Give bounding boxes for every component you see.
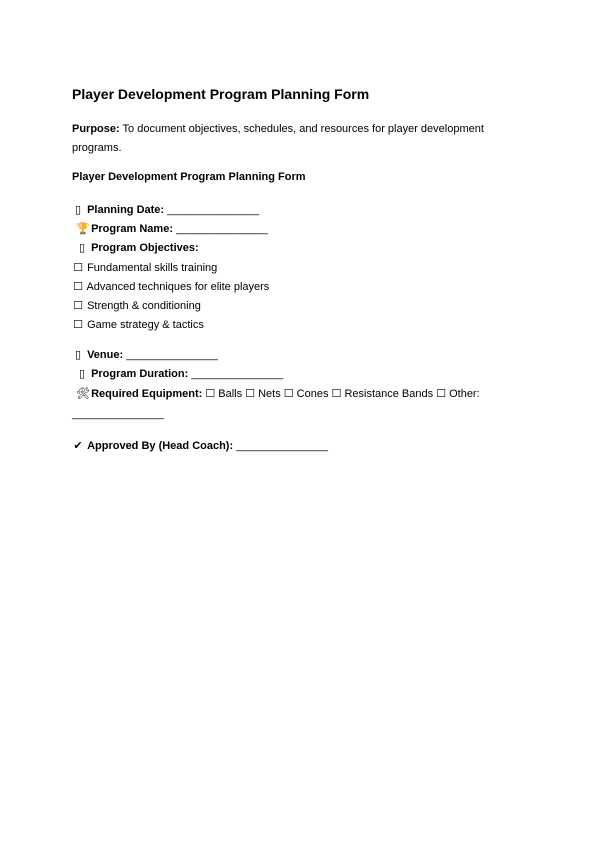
form-subtitle: Player Development Program Planning Form — [72, 171, 306, 183]
program-objectives-label: Program Objectives: — [91, 242, 199, 254]
approved-by-blank[interactable]: _______________ — [233, 440, 328, 452]
program-duration-field — [72, 367, 283, 381]
checkbox-icon[interactable]: ☐ — [73, 262, 83, 274]
purpose-label: Purpose: — [72, 123, 120, 135]
trophy-icon: 🏆 — [76, 223, 90, 235]
clock-icon: ▯ — [78, 368, 86, 380]
venue-field — [72, 348, 218, 362]
target-icon: ▯ — [78, 242, 86, 254]
planning-date-blank[interactable]: _______________ — [164, 204, 259, 216]
objective-item[interactable] — [72, 299, 201, 313]
objective-label: Fundamental skills training — [87, 262, 218, 274]
calendar-icon: ▯ — [74, 204, 82, 216]
purpose-text: To document objectives, schedules, and resources for player development programs. — [72, 123, 484, 154]
checkmark-icon: ✔ — [73, 440, 83, 452]
checkbox-icon[interactable]: ☐ — [73, 281, 83, 293]
venue-label: Venue: — [87, 349, 124, 361]
venue-blank[interactable]: _______________ — [123, 349, 218, 361]
equipment-other-blank[interactable]: _______________ — [72, 408, 164, 420]
checkbox-icon[interactable]: ☐ — [73, 319, 83, 331]
objective-item[interactable] — [72, 280, 269, 294]
program-name-field — [72, 222, 268, 236]
planning-date-label: Planning Date: — [87, 204, 165, 216]
checkbox-icon[interactable]: ☐ — [73, 300, 83, 312]
program-name-blank[interactable]: _______________ — [172, 223, 268, 235]
objective-label: Advanced techniques for elite players — [86, 281, 270, 293]
objective-label: Game strategy & tactics — [87, 319, 204, 331]
equipment-options[interactable]: ☐ Balls ☐ Nets ☐ Cones ☐ Resistance Bands ☐ Other: — [202, 388, 480, 400]
required-equipment-label: Required Equipment: — [91, 388, 203, 400]
program-name-label: Program Name: — [91, 223, 173, 235]
planning-date-field — [72, 203, 259, 217]
location-icon: ▯ — [74, 349, 82, 361]
objective-label: Strength & conditioning — [87, 300, 201, 312]
required-equipment-field — [72, 387, 480, 401]
program-objectives-heading — [72, 241, 199, 255]
purpose-paragraph — [72, 120, 512, 158]
approved-by-field — [72, 439, 328, 453]
page-title: Player Development Program Planning Form — [72, 86, 370, 102]
program-duration-label: Program Duration: — [91, 368, 189, 380]
tools-icon: 🛠 — [76, 388, 90, 400]
approved-by-label: Approved By (Head Coach): — [87, 440, 234, 452]
program-duration-blank[interactable]: _______________ — [188, 368, 284, 380]
objective-item[interactable] — [72, 261, 217, 275]
objective-item[interactable] — [72, 318, 204, 332]
